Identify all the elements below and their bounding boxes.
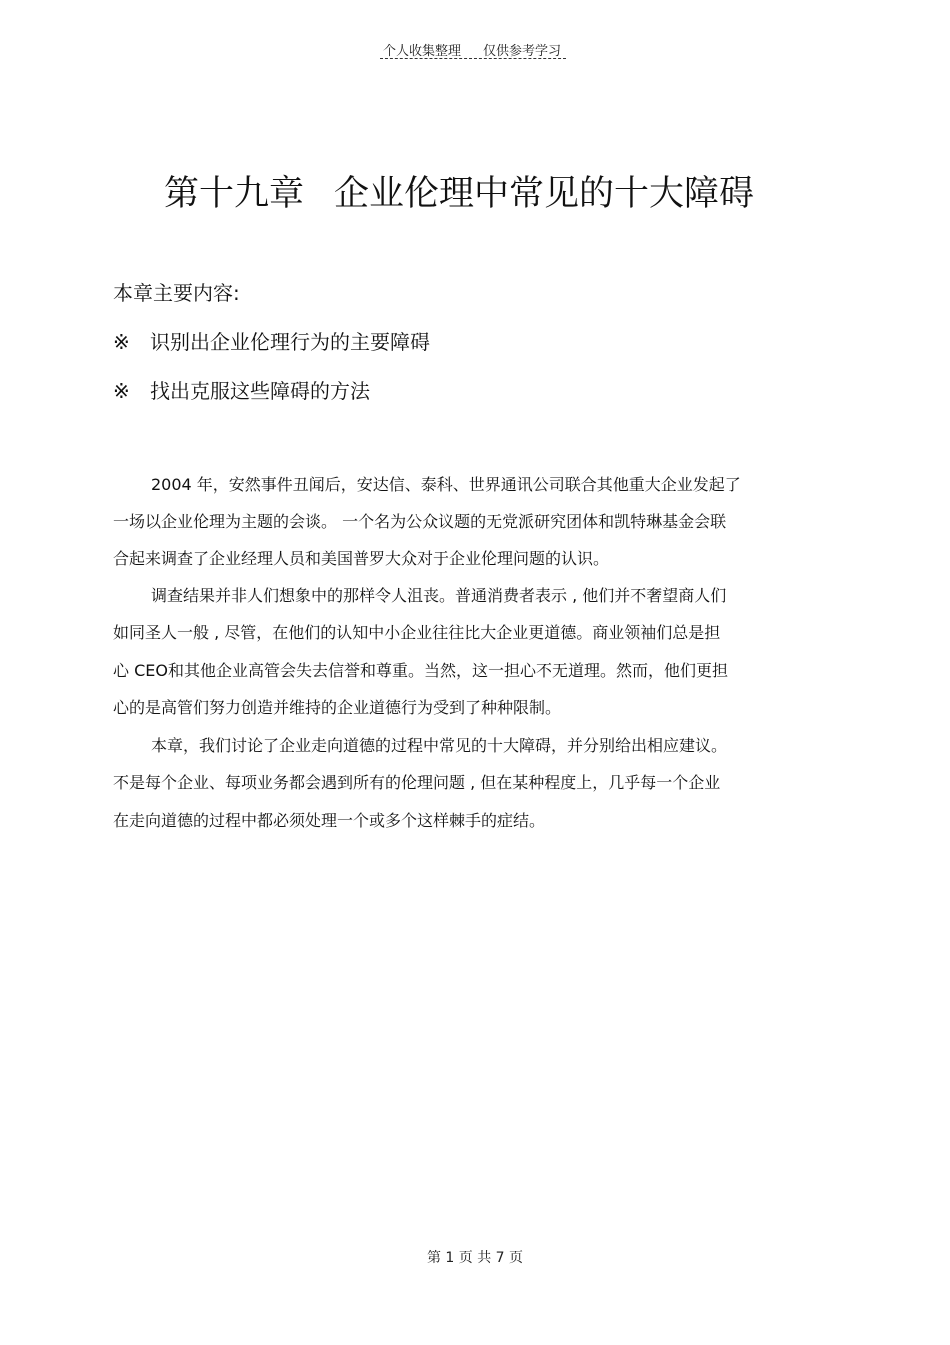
header-dashed-rule [380,58,566,59]
chapter-name: 企业伦理中常见的十大障碍 [334,174,755,214]
header-right-text: 仅供参考学习 [483,44,562,59]
summary-item-text: 找出克服这些障碍的方法 [150,379,370,403]
summary-item [113,378,370,404]
chapter-number: 第十九章 [163,174,304,214]
summary-item-text: 识别出企业伦理行为的主要障碍 [150,330,430,354]
paragraph-line: 心 CEO和其他企业高管会失去信誉和尊重。当然，这一担心不无道理。然而，他们更担 [113,661,728,680]
paragraph-line: 2004 年，安然事件丑闻后，安达信、泰科、世界通讯公司联合其他重大企业发起了 [151,475,741,494]
paragraph-line: 如同圣人一般 , 尽管，在他们的认知中小企业往往比大企业更道德。商业领袖们总是担 [113,623,721,642]
reference-mark-icon: ※ [113,379,130,403]
page-footer: 第 1 页 共 7 页 [426,1250,524,1266]
chapter-title [0,170,918,218]
paragraph-line: 合起来调查了企业经理人员和美国普罗大众对于企业伦理问题的认识。 [113,549,610,568]
header-left-text: 个人收集整理 [383,44,462,59]
running-header [380,38,566,60]
paragraph-line: 在走向道德的过程中都必须处理一个或多个这样棘手的症结。 [113,811,546,830]
summary-item [113,329,430,355]
paragraph-line: 一场以企业伦理为主题的会谈。 一个名为公众议题的无党派研究团体和凯特琳基金会联 [113,512,727,531]
summary-heading: 本章主要内容: [113,281,240,305]
paragraph-line: 本章，我们讨论了企业走向道德的过程中常见的十大障碍，并分别给出相应建议。 [151,736,728,755]
paragraph-line: 心的是高管们努力创造并维持的企业道德行为受到了种种限制。 [113,698,562,717]
paragraph-line: 不是每个企业、每项业务都会遇到所有的伦理问题 , 但在某种程度上，几乎每一个企业 [113,773,721,792]
paragraph-line: 调查结果并非人们想象中的那样令人沮丧。普通消费者表示 , 他们并不奢望商人们 [151,586,727,605]
reference-mark-icon: ※ [113,330,130,354]
